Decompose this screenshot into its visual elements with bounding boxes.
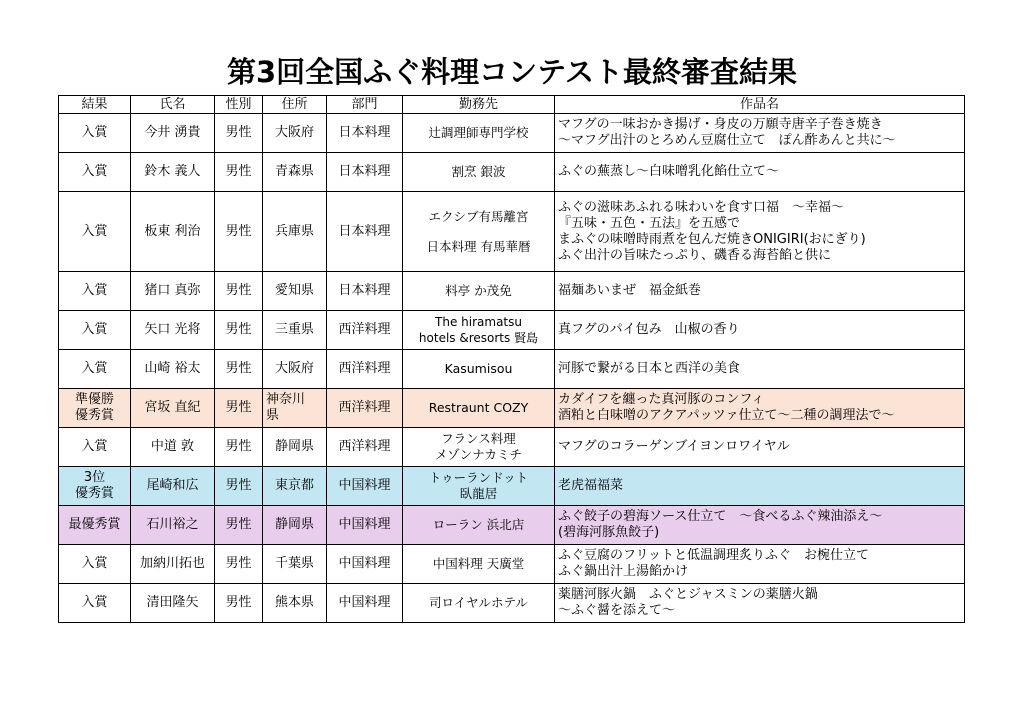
header-address: 住所 [263,96,327,114]
work-line: 真フグのパイ包み 山椒の香り [558,322,740,337]
cell-employer: 割烹 銀波 [403,153,555,192]
table-row-runner-up [59,389,965,428]
cell-name: 猪口 真弥 [131,272,215,311]
cell-gender: 男性 [215,350,263,389]
cell-address: 東京都 [263,467,327,506]
table-row [59,272,965,311]
header-result: 結果 [59,96,131,114]
cell-category: 西洋料理 [327,311,403,350]
result-line: 3位 [83,470,106,485]
cell-result: 入賞 [59,153,131,192]
cell-category: 中国料理 [327,506,403,545]
cell-address: 熊本県 [263,584,327,623]
cell-work [555,389,965,428]
work-line: 河豚で繋がる日本と西洋の美食 [558,361,741,376]
cell-result [59,467,131,506]
work-line: ふぐ豆腐のフリットと低温調理炙りふぐ お椀仕立て [558,548,869,563]
cell-employer: 辻調理師専門学校 [403,114,555,153]
result-line: 優秀賞 [74,408,114,423]
page-title: 第3回全国ふぐ料理コンテスト最終審査結果 [226,55,798,89]
cell-work [555,153,965,192]
cell-gender: 男性 [215,389,263,428]
employer-line: エクシブ有馬離宮 [428,208,529,224]
work-line: 老虎福福菜 [558,478,624,493]
work-line: ふぐ餃子の碧海ソース仕立て ～食べるふぐ辣油添え～ [558,509,883,524]
cell-address [263,389,327,428]
work-line: ふぐの蕪蒸し～白味噌乳化餡仕立て～ [558,164,780,179]
cell-address: 静岡県 [263,428,327,467]
cell-gender: 男性 [215,506,263,545]
address-line: 神奈川 [266,392,306,407]
cell-work [555,428,965,467]
cell-gender: 男性 [215,311,263,350]
employer-line: トゥーランドット [428,470,529,485]
table-row [59,192,965,272]
work-line: まふぐの味噌時雨煮を包んだ焼きONIGIRI(おにぎり) [558,231,866,247]
result-line: 準優勝 [74,392,114,407]
cell-category: 日本料理 [327,153,403,192]
employer-line: hotels &resorts 賢島 [418,331,539,345]
cell-employer: ローラン 浜北店 [403,506,555,545]
table-row [59,584,965,623]
work-line: (碧海河豚魚餃子) [558,525,660,540]
work-line: 『五味・五色・五法』を五感で [558,215,741,231]
cell-address: 大阪府 [263,114,327,153]
cell-address: 兵庫県 [263,192,327,272]
cell-result: 入賞 [59,584,131,623]
table-row-grand-prize [59,506,965,545]
cell-employer [403,192,555,272]
cell-category: 日本料理 [327,192,403,272]
work-line: ふぐ出汁の旨味たっぷり、磯香る海苔餡と供に [558,247,832,263]
address-line: 県 [266,408,280,423]
cell-category: 西洋料理 [327,350,403,389]
cell-employer: Kasumisou [403,350,555,389]
results-table [58,95,965,623]
cell-employer: 料亭 か茂免 [403,272,555,311]
cell-result: 最優秀賞 [59,506,131,545]
cell-category: 西洋料理 [327,389,403,428]
cell-category: 中国料理 [327,467,403,506]
cell-address: 千葉県 [263,545,327,584]
work-line: 薬膳河豚火鍋 ふぐとジャスミンの薬膳火鍋 [558,587,818,602]
result-line: 優秀賞 [74,486,114,501]
cell-category: 日本料理 [327,114,403,153]
header-gender: 性別 [215,96,263,114]
cell-address: 三重県 [263,311,327,350]
cell-name: 鈴木 義人 [131,153,215,192]
cell-name: 山崎 裕太 [131,350,215,389]
cell-address: 愛知県 [263,272,327,311]
work-line: ふぐ鍋出汁上湯餡かけ [558,564,689,579]
cell-name: 加納川拓也 [131,545,215,584]
cell-work [555,114,965,153]
work-line: 福麺あいまぜ 福金紙巻 [558,283,702,298]
table-row [59,428,965,467]
cell-work [555,584,965,623]
employer-line: 日本料理 有馬華暦 [426,238,531,254]
cell-address: 青森県 [263,153,327,192]
employer-line: フランス料理 [441,431,516,446]
cell-result: 入賞 [59,272,131,311]
employer-line: メゾンナカミチ [435,447,522,462]
work-line: ～マフグ出汁のとろめん豆腐仕立て ぽん酢あんと共に～ [558,133,896,148]
cell-result: 入賞 [59,311,131,350]
cell-work [555,350,965,389]
cell-gender: 男性 [215,272,263,311]
cell-result: 入賞 [59,192,131,272]
work-line: カダイフを纏った真河豚のコンフィ [558,392,765,407]
cell-name: 石川裕之 [131,506,215,545]
work-line: ～ふぐ醤を添えて～ [558,603,676,618]
employer-line: 臥龍居 [459,486,498,501]
cell-address: 大阪府 [263,350,327,389]
cell-work [555,506,965,545]
cell-result: 入賞 [59,545,131,584]
cell-employer: 司ロイヤルホテル [403,584,555,623]
cell-category: 日本料理 [327,272,403,311]
work-line: ふぐの滋味あふれる味わいを食す口福 ～幸福～ [558,199,845,215]
header-category: 部門 [327,96,403,114]
header-work: 作品名 [555,96,965,114]
cell-gender: 男性 [215,153,263,192]
cell-name: 中道 敦 [131,428,215,467]
cell-category: 中国料理 [327,545,403,584]
work-line: 酒粕と白味噌のアクアパッツァ仕立て～二種の調理法で～ [558,408,895,423]
cell-address: 静岡県 [263,506,327,545]
cell-result: 入賞 [59,114,131,153]
cell-category: 西洋料理 [327,428,403,467]
cell-category: 中国料理 [327,584,403,623]
cell-work [555,192,965,272]
header-employer: 勤務先 [403,96,555,114]
cell-name: 宮坂 直紀 [131,389,215,428]
cell-gender: 男性 [215,467,263,506]
table-row [59,114,965,153]
employer-line: The hiramatsu [435,315,522,329]
table-row [59,545,965,584]
table-row-third-place [59,467,965,506]
cell-employer: Restraunt COZY [403,389,555,428]
header-row [59,96,965,114]
cell-result: 入賞 [59,350,131,389]
cell-name: 清田隆矢 [131,584,215,623]
cell-result: 入賞 [59,428,131,467]
work-line: マフグの一味おかき揚げ・身皮の万願寺唐辛子巻き焼き [558,117,883,132]
table-row [59,153,965,192]
cell-employer [403,428,555,467]
cell-name: 尾崎和広 [131,467,215,506]
cell-employer [403,467,555,506]
cell-employer: 中国料理 天廣堂 [403,545,555,584]
cell-gender: 男性 [215,192,263,272]
cell-work [555,311,965,350]
cell-name: 今井 湧貴 [131,114,215,153]
cell-work [555,545,965,584]
cell-gender: 男性 [215,584,263,623]
table-row [59,311,965,350]
header-name: 氏名 [131,96,215,114]
cell-name: 矢口 光将 [131,311,215,350]
cell-employer [403,311,555,350]
cell-gender: 男性 [215,114,263,153]
cell-work [555,272,965,311]
cell-work [555,467,965,506]
cell-gender: 男性 [215,545,263,584]
cell-result [59,389,131,428]
cell-gender: 男性 [215,428,263,467]
cell-name: 板東 利治 [131,192,215,272]
work-line: マフグのコラーゲンブイヨンロワイヤル [558,439,790,454]
table-row [59,350,965,389]
